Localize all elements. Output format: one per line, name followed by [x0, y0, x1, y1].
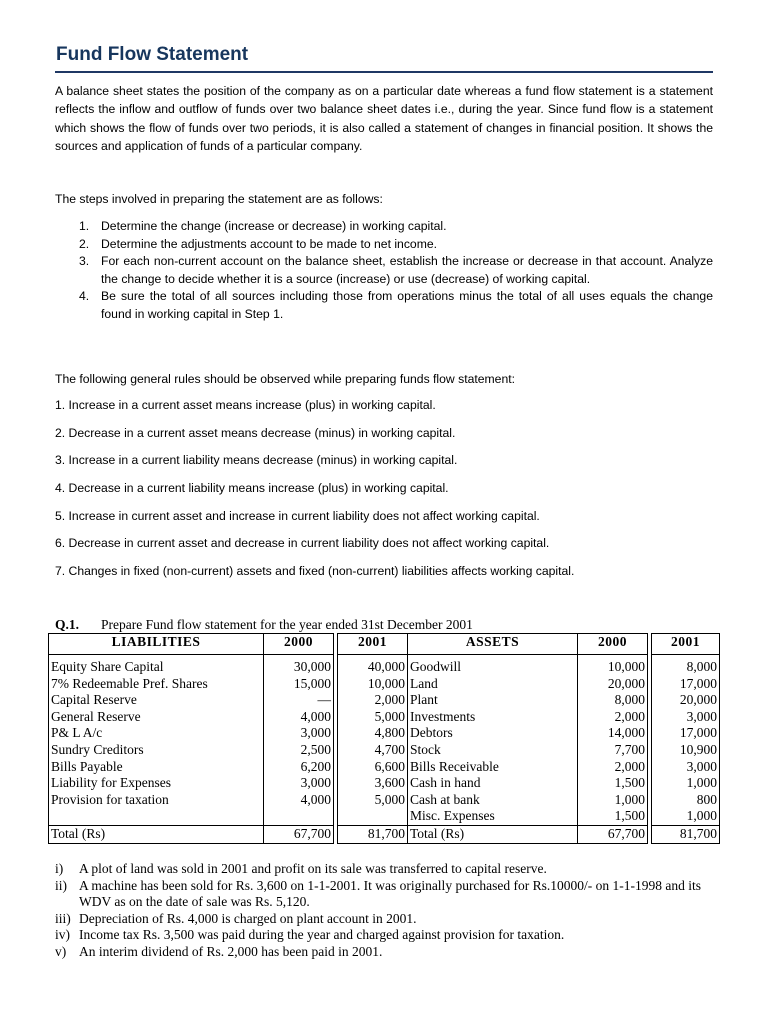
- step-number: 2.: [79, 236, 90, 251]
- step-text: Determine the adjustments account to be made to net income.: [101, 236, 438, 251]
- asset-name: Cash in hand: [408, 775, 578, 792]
- asset-name: Goodwill: [408, 655, 578, 676]
- asset-2000: 8,000: [578, 692, 648, 709]
- liability-name: P& L A/c: [49, 725, 264, 742]
- note-text: A machine has been sold for Rs. 3,600 on 1-1-2001. It was originally purchased for Rs.10000/- on 1-1-1998 and its WDV as on the date of sale was Rs. 5,120.: [79, 877, 702, 909]
- asset-name: Land: [408, 676, 578, 693]
- table-row: [49, 692, 720, 709]
- page-title: Fund Flow Statement: [56, 44, 249, 65]
- asset-name: Debtors: [408, 725, 578, 742]
- rule-item: 3. Increase in a current liability means decrease (minus) in working capital.: [55, 453, 458, 467]
- asset-2001: 20,000: [652, 692, 720, 709]
- liability-2001: [338, 808, 408, 825]
- note-text: A plot of land was sold in 2001 and profit on its sale was transferred to capital reserve.: [79, 861, 547, 876]
- asset-2000: 1,000: [578, 792, 648, 809]
- liability-name: Equity Share Capital: [49, 655, 264, 676]
- liability-2001: 2,000: [338, 692, 408, 709]
- table-row: [49, 792, 720, 809]
- header-assets: ASSETS: [408, 634, 578, 655]
- liability-2001: 10,000: [338, 676, 408, 693]
- question-line: [55, 617, 473, 633]
- note-text: Income tax Rs. 3,500 was paid during the year and charged against provision for taxation.: [79, 927, 565, 942]
- header-assets-2000: 2000: [578, 634, 648, 655]
- step-item: [55, 253, 713, 288]
- note-item: [55, 911, 715, 928]
- asset-2001: 10,900: [652, 742, 720, 759]
- total-assets-2001: 81,700: [652, 825, 720, 843]
- title-underline: [55, 71, 713, 73]
- asset-2001: 3,000: [652, 709, 720, 726]
- total-liabilities-label: Total (Rs): [49, 825, 264, 843]
- table-row: [49, 676, 720, 693]
- liability-name: Bills Payable: [49, 759, 264, 776]
- rule-item: 7. Changes in fixed (non-current) assets and fixed (non-current) liabilities affects working capital.: [55, 564, 575, 578]
- note-item: [55, 927, 715, 944]
- rule-item: 5. Increase in current asset and increase in current liability does not affect working capital.: [55, 509, 540, 523]
- liability-2001: 4,800: [338, 725, 408, 742]
- note-number: iii): [55, 910, 71, 926]
- asset-2000: 2,000: [578, 759, 648, 776]
- rule-item: 6. Decrease in current asset and decrease in current liability does not affect working capital.: [55, 536, 550, 550]
- liability-name: Provision for taxation: [49, 792, 264, 809]
- liability-name: Capital Reserve: [49, 692, 264, 709]
- asset-2000: 1,500: [578, 808, 648, 825]
- steps-intro: The steps involved in preparing the statement are as follows:: [55, 192, 383, 206]
- liability-2000: 4,000: [264, 792, 334, 809]
- table-row: [49, 759, 720, 776]
- note-number: i): [55, 861, 64, 876]
- table-row: [49, 775, 720, 792]
- liability-2001: 40,000: [338, 655, 408, 676]
- liability-name: Sundry Creditors: [49, 742, 264, 759]
- asset-2001: 800: [652, 792, 720, 809]
- liability-2000: 4,000: [264, 709, 334, 726]
- total-liabilities-2000: 67,700: [264, 825, 334, 843]
- liability-2001: 3,600: [338, 775, 408, 792]
- liability-2000: 3,000: [264, 725, 334, 742]
- note-item: [55, 878, 715, 911]
- asset-2000: 10,000: [578, 655, 648, 676]
- header-liabilities: LIABILITIES: [49, 634, 264, 655]
- total-assets-2000: 67,700: [578, 825, 648, 843]
- liability-name: [49, 808, 264, 825]
- step-text: For each non-current account on the balance sheet, establish the increase or decrease in that account. Analyze the change to decide whether it is a source (increase) or use (decrease) of working capital.: [101, 254, 713, 286]
- asset-2001: 17,000: [652, 725, 720, 742]
- note-text: An interim dividend of Rs. 2,000 has been paid in 2001.: [79, 943, 383, 959]
- table-row: [49, 808, 720, 825]
- asset-name: Stock: [408, 742, 578, 759]
- table-row: [49, 655, 720, 676]
- table-row: [49, 725, 720, 742]
- asset-name: Investments: [408, 709, 578, 726]
- asset-2001: 1,000: [652, 775, 720, 792]
- liability-2001: 5,000: [338, 792, 408, 809]
- step-item: [55, 218, 713, 236]
- note-text: Depreciation of Rs. 4,000 is charged on plant account in 2001.: [79, 910, 417, 926]
- note-number: v): [55, 943, 67, 959]
- table-row: [49, 709, 720, 726]
- step-number: 4.: [79, 289, 90, 304]
- asset-name: Cash at bank: [408, 792, 578, 809]
- question-number: Q.1.: [55, 617, 80, 632]
- note-number: iv): [55, 927, 70, 942]
- liability-2000: —: [264, 692, 334, 709]
- question-text: Prepare Fund flow statement for the year ended 31st December 2001: [101, 617, 473, 632]
- liability-2000: [264, 808, 334, 825]
- table-row: [49, 742, 720, 759]
- total-row: [49, 825, 720, 843]
- header-liabilities-2000: 2000: [264, 634, 334, 655]
- liability-2000: 30,000: [264, 655, 334, 676]
- liability-2000: 2,500: [264, 742, 334, 759]
- intro-paragraph: A balance sheet states the position of the company as on a particular date whereas a fund flow statement is a statement reflects the inflow and outflow of funds over two balance sheet dates i.e., during the year. Since fund flow is a statement which shows the flow of funds over two periods, it is also called a statement of changes in financial position. It shows the sources and application of funds of a particular company.: [55, 84, 713, 153]
- asset-name: Misc. Expenses: [408, 808, 578, 825]
- step-item: [55, 236, 713, 254]
- liability-2000: 3,000: [264, 775, 334, 792]
- steps-list: [55, 218, 713, 324]
- asset-name: Bills Receivable: [408, 759, 578, 776]
- asset-name: Plant: [408, 692, 578, 709]
- adjustment-notes: [55, 861, 715, 960]
- asset-2001: 3,000: [652, 759, 720, 776]
- total-liabilities-2001: 81,700: [338, 825, 408, 843]
- rule-item: 2. Decrease in a current asset means decrease (minus) in working capital.: [55, 426, 456, 440]
- asset-2000: 20,000: [578, 676, 648, 693]
- header-liabilities-2001: 2001: [338, 634, 408, 655]
- liability-2001: 4,700: [338, 742, 408, 759]
- step-number: 3.: [79, 254, 90, 269]
- liability-name: Liability for Expenses: [49, 775, 264, 792]
- asset-2000: 1,500: [578, 775, 648, 792]
- table-header-row: [49, 634, 720, 655]
- liability-2001: 5,000: [338, 709, 408, 726]
- asset-2000: 7,700: [578, 742, 648, 759]
- liability-name: 7% Redeemable Pref. Shares: [49, 676, 264, 693]
- asset-2001: 8,000: [652, 655, 720, 676]
- asset-2000: 14,000: [578, 725, 648, 742]
- step-text: Be sure the total of all sources including those from operations minus the total of all uses equals the change found in working capital in Step 1.: [101, 289, 713, 321]
- note-number: ii): [55, 877, 67, 893]
- balance-sheet-table: [48, 633, 720, 844]
- rules-intro: The following general rules should be observed while preparing funds flow statement:: [55, 372, 516, 386]
- step-text: Determine the change (increase or decrease) in working capital.: [101, 219, 447, 233]
- liability-2001: 6,600: [338, 759, 408, 776]
- liability-name: General Reserve: [49, 709, 264, 726]
- rule-item: 4. Decrease in a current liability means increase (plus) in working capital.: [55, 481, 449, 495]
- liability-2000: 15,000: [264, 676, 334, 693]
- step-number: 1.: [79, 219, 90, 233]
- total-assets-label: Total (Rs): [408, 825, 578, 843]
- note-item: [55, 861, 715, 878]
- asset-2001: 17,000: [652, 676, 720, 693]
- header-assets-2001: 2001: [652, 634, 720, 655]
- asset-2000: 2,000: [578, 709, 648, 726]
- rule-item: 1. Increase in a current asset means increase (plus) in working capital.: [55, 398, 436, 412]
- asset-2001: 1,000: [652, 808, 720, 825]
- note-item: [55, 944, 715, 961]
- liability-2000: 6,200: [264, 759, 334, 776]
- step-item: [55, 288, 713, 323]
